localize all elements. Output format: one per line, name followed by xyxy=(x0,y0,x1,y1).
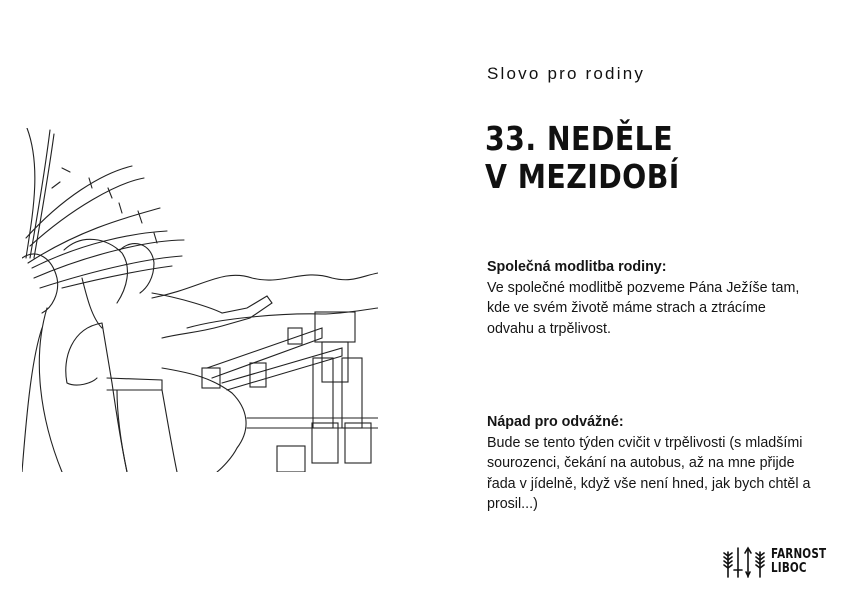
title-line-2: V MEZIDOBÍ xyxy=(485,157,680,196)
title-line-1: 33. NEDĚLE xyxy=(485,119,674,158)
wheat-sword-arrow-wheat-icon xyxy=(722,546,768,578)
section-heading: Společná modlitba rodiny: xyxy=(487,259,667,275)
section-line: Bude se tento týden cvičit v trpělivosti (s mladšími xyxy=(487,434,803,451)
section-line: Ve společné modlitbě pozveme Pána Ježíše tam, xyxy=(487,279,800,296)
section-line: řada v jídelně, když vše není hned, jak bych chtěl a xyxy=(487,475,811,492)
section-line: kde ve svém životě máme strach a ztrácíme xyxy=(487,300,766,316)
section-family-prayer xyxy=(487,257,817,339)
subtitle: Slovo pro rodiny xyxy=(487,64,646,83)
parish-logo xyxy=(722,546,840,578)
logo-line-1: FARNOST xyxy=(771,547,827,562)
line-drawing-illustration xyxy=(22,128,378,472)
section-line: sourozenci, čekání na autobus, až na mne přijde xyxy=(487,455,795,471)
section-brave-idea xyxy=(487,412,817,515)
illustration-jesus-jerusalem xyxy=(22,128,378,472)
section-heading: Nápad pro odvážné: xyxy=(487,414,624,430)
page-title xyxy=(485,120,680,196)
section-line: odvahu a trpělivost. xyxy=(487,320,611,337)
logo-line-2: LIBOC xyxy=(771,561,807,576)
section-line: prosil...) xyxy=(487,496,538,512)
logo-text xyxy=(771,548,826,576)
